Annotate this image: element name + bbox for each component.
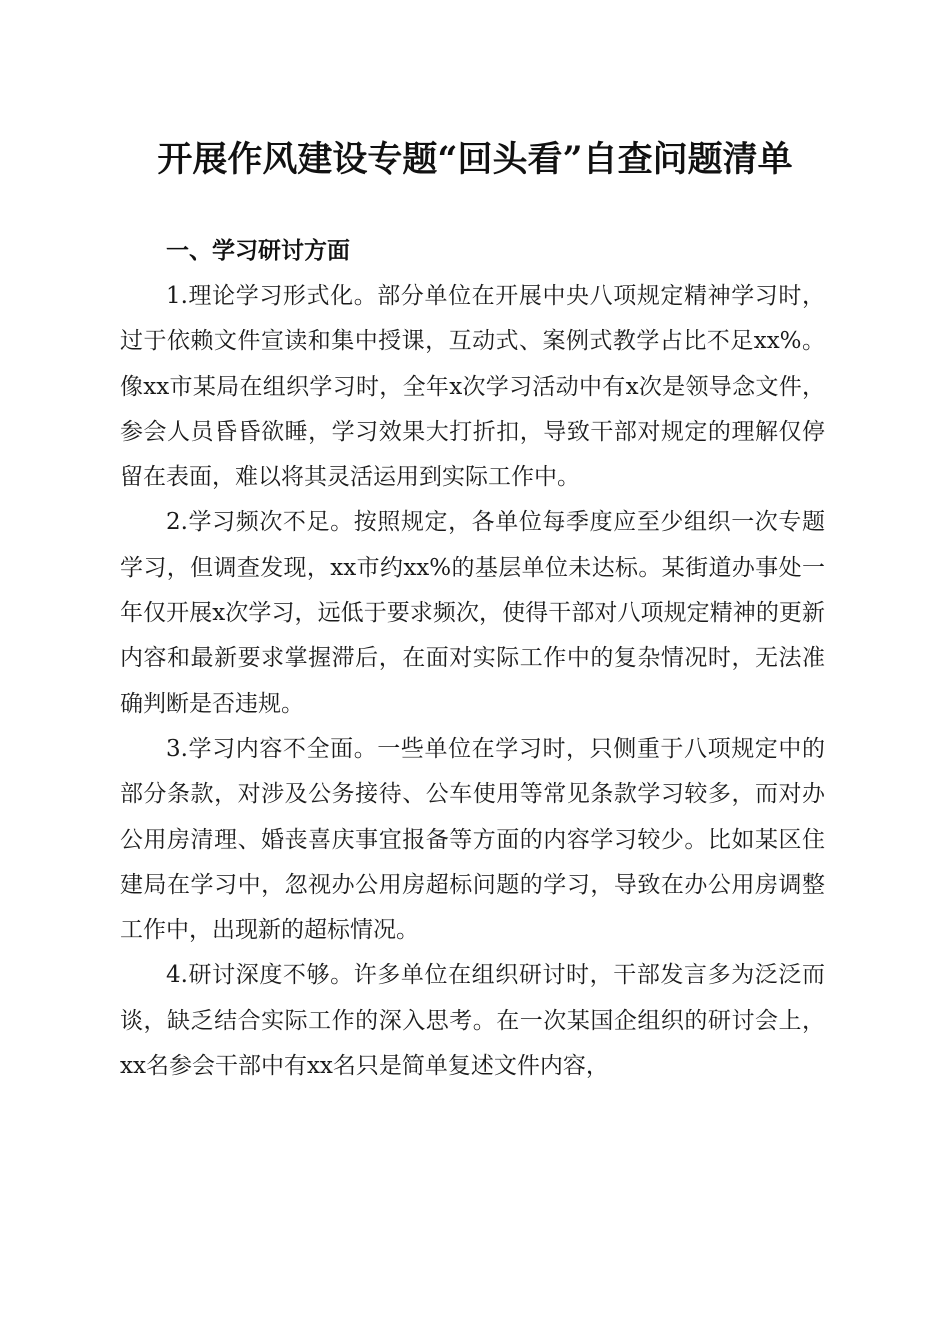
paragraph-4: 4.研讨深度不够。许多单位在组织研讨时，干部发言多为泛泛而谈，缺乏结合实际工作的深入思考。在一次某国企组织的研讨会上，xx名参会干部中有xx名只是简单复述文件内容， — [120, 962, 825, 1080]
paragraph-3: 3.学习内容不全面。一些单位在学习时，只侧重于八项规定中的部分条款，对涉及公务接待、公车使用等常见条款学习较多，而对办公用房清理、婚丧喜庆事宜报备等方面的内容学习较少。比如某区住建局在学习中，忽视办公用房超标问题的学习，导致在办公用房调整工作中，出现新的超标情况。 — [120, 735, 825, 944]
paragraph-2: 2.学习频次不足。按照规定，各单位每季度应至少组织一次专题学习，但调查发现，xx市约xx%的基层单位未达标。某街道办事处一年仅开展x次学习，远低于要求频次，使得干部对八项规定精神的更新内容和最新要求掌握滞后，在面对实际工作中的复杂情况时，无法准确判断是否违规。 — [120, 509, 825, 717]
section-heading: 一、学习研讨方面 — [166, 238, 350, 264]
document-body — [120, 228, 825, 1089]
paragraph-1: 1.理论学习形式化。部分单位在开展中央八项规定精神学习时，过于依赖文件宣读和集中授课，互动式、案例式教学占比不足xx%。像xx市某局在组织学习时，全年x次学习活动中有x次是领导念文件，参会人员昏昏欲睡，学习效果大打折扣，导致干部对规定的理解仅停留在表面，难以将其灵活运用到实际工作中。 — [120, 283, 825, 491]
document-title: 开展作风建设专题“回头看”自查问题清单 — [157, 139, 793, 180]
